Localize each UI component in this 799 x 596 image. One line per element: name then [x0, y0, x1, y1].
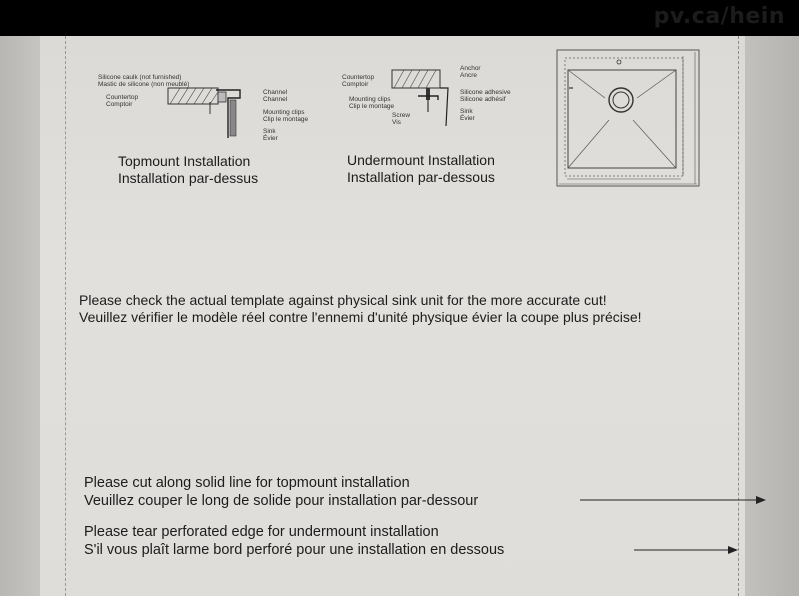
- left-perforated-edge: [65, 36, 66, 596]
- tear-instruction-en: Please tear perforated edge for undermount installation: [84, 524, 439, 540]
- um-label-screw-en: Screw: [392, 112, 411, 119]
- tm-label-sink-en: Sink: [263, 128, 276, 135]
- tm-label-channel-en: Channel: [263, 89, 288, 96]
- um-label-sink-en: Sink: [460, 108, 473, 115]
- notice-line-fr: Veuillez vérifier le modèle réel contre l'ennemi d'unité physique évier la coupe plus précise!: [79, 309, 642, 325]
- cut-instruction-en: Please cut along solid line for topmount installation: [84, 475, 410, 491]
- topmount-caption-fr: Installation par-dessus: [118, 170, 259, 186]
- um-label-anchor-fr: Ancre: [460, 72, 477, 79]
- sink-top-view-diagram: [555, 48, 705, 190]
- um-label-anchor-en: Anchor: [460, 65, 481, 72]
- tm-label-caulk-fr: Mastic de silicone (non meublé): [98, 81, 190, 88]
- undermount-caption-fr: Installation par-dessous: [347, 169, 495, 185]
- tm-label-countertop-en: Countertop: [106, 94, 139, 101]
- topmount-caption-en: Topmount Installation: [118, 153, 251, 169]
- tear-instruction-fr: S'il vous plaît larme bord perforé pour une installation en dessous: [84, 542, 505, 558]
- tear-arrow: [634, 544, 744, 556]
- um-label-sink-fr: Évier: [460, 115, 475, 122]
- cut-arrow: [580, 494, 770, 506]
- undermount-caption-en: Undermount Installation: [347, 152, 495, 168]
- right-perforated-edge: [738, 36, 739, 596]
- um-label-adhesive-en: Silicone adhesive: [460, 89, 511, 96]
- topmount-diagram: [150, 78, 270, 148]
- cut-instruction-fr: Veuillez couper le long de solide pour installation par-dessour: [84, 493, 479, 509]
- um-label-countertop-fr: Comptoir: [342, 81, 369, 88]
- wall-right: [739, 36, 799, 596]
- tm-label-sink-fr: Évier: [263, 135, 278, 142]
- notice-line-en: Please check the actual template against physical sink unit for the more accurate cut!: [79, 292, 607, 308]
- um-label-adhesive-fr: Silicone adhésif: [460, 96, 506, 103]
- um-label-screw-fr: Vis: [392, 119, 401, 126]
- tm-label-caulk-en: Silicone caulk (not furnished): [98, 74, 182, 81]
- um-label-clips-en: Mounting clips: [349, 96, 391, 103]
- tm-label-channel-fr: Channel: [263, 96, 288, 103]
- tm-label-clips-en: Mounting clips: [263, 109, 305, 116]
- tm-label-countertop-fr: Comptoir: [106, 101, 133, 108]
- um-label-countertop-en: Countertop: [342, 74, 375, 81]
- watermark: pv.ca/hein: [653, 4, 785, 29]
- tm-label-clips-fr: Clip le montage: [263, 116, 309, 123]
- um-label-clips-fr: Clip le montage: [349, 103, 395, 110]
